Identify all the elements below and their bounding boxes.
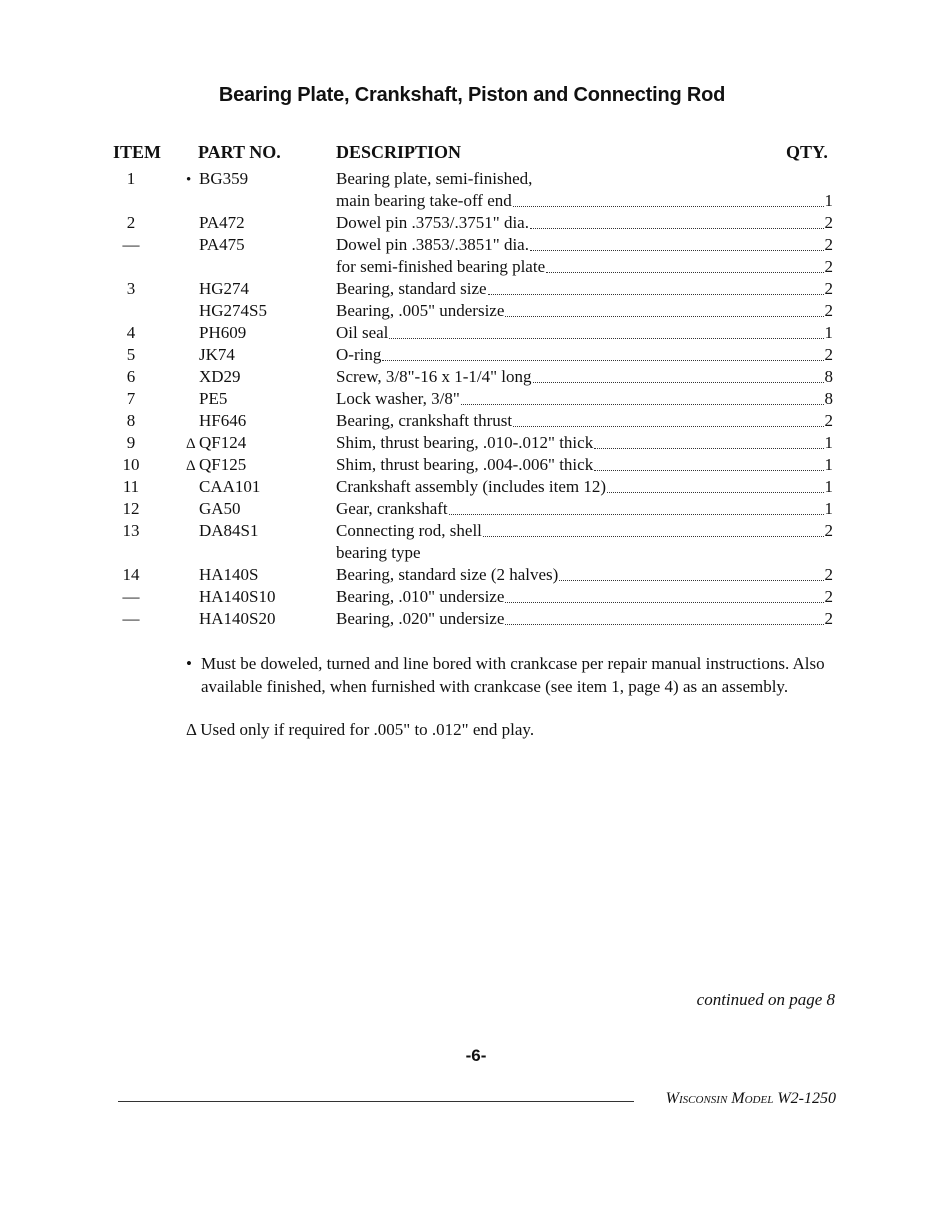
- dot-leader: [513, 426, 823, 427]
- part-number: HG274S5: [199, 301, 268, 320]
- description-text: O-ring: [336, 345, 382, 364]
- description-text: Bearing, standard size (2 halves): [336, 565, 559, 584]
- table-row: [0, 542, 933, 564]
- quantity: 2: [824, 587, 833, 606]
- part-number-cell: [186, 366, 326, 388]
- quantity: 2: [824, 565, 833, 584]
- quantity: 1: [824, 499, 833, 518]
- quantity: 1: [824, 455, 833, 474]
- part-number: CAA101: [199, 477, 261, 496]
- footnotes: [186, 652, 826, 741]
- part-number-cell: [186, 388, 326, 410]
- item-number: 5: [126, 345, 136, 364]
- footer-model-label: Wisconsin Model W2-1250: [665, 1090, 836, 1107]
- description-cell: [336, 300, 833, 322]
- table-row: [0, 278, 933, 300]
- item-number: —: [122, 609, 140, 628]
- description-text: Gear, crankshaft: [336, 499, 448, 518]
- footer-divider: [118, 1101, 634, 1102]
- item-number: 8: [126, 411, 136, 430]
- table-row: [0, 212, 933, 234]
- quantity: 2: [824, 213, 833, 232]
- description-text: Connecting rod, shell: [336, 521, 482, 540]
- item-number: 1: [126, 169, 136, 188]
- quantity: 2: [824, 235, 833, 254]
- part-number: BG359: [199, 169, 249, 188]
- quantity: 8: [824, 389, 833, 408]
- part-number: GA50: [199, 499, 241, 518]
- item-number: 11: [122, 477, 140, 496]
- item-number: —: [122, 235, 140, 254]
- part-number-cell: [186, 344, 326, 366]
- description-text: Lock washer, 3/8": [336, 389, 460, 408]
- column-header-item: ITEM: [113, 142, 162, 162]
- part-number-cell: [186, 520, 326, 542]
- description-text: for semi-finished bearing plate: [336, 257, 546, 276]
- description-text: Oil seal: [336, 323, 389, 342]
- description-cell: [336, 366, 833, 388]
- table-row: [0, 454, 933, 476]
- parts-table: [0, 168, 933, 630]
- part-number-cell: [186, 476, 326, 498]
- description-cell: [336, 168, 833, 190]
- table-row: [0, 300, 933, 322]
- delta-icon: Δ: [186, 436, 196, 452]
- delta-icon: Δ: [186, 458, 196, 474]
- table-row: [0, 344, 933, 366]
- description-text: Bearing, .005" undersize: [336, 301, 505, 320]
- quantity: 8: [824, 367, 833, 386]
- part-number-cell: [186, 542, 326, 564]
- part-number-cell: [186, 234, 326, 256]
- description-text: Bearing plate, semi-finished,: [336, 169, 533, 188]
- part-number-cell: [186, 608, 326, 630]
- quantity: 2: [824, 301, 833, 320]
- dot-leader: [389, 338, 823, 339]
- quantity: 2: [824, 411, 833, 430]
- table-row: [0, 366, 933, 388]
- table-row: [0, 234, 933, 256]
- quantity: 1: [824, 323, 833, 342]
- delta-icon: Δ: [186, 720, 196, 739]
- dot-leader: [546, 272, 823, 273]
- description-cell: [336, 212, 833, 234]
- description-text: Shim, thrust bearing, .004-.006" thick: [336, 455, 594, 474]
- part-number-cell: [186, 586, 326, 608]
- table-row: [0, 432, 933, 454]
- dot-leader: [461, 404, 824, 405]
- note-bullet: [186, 652, 826, 698]
- table-row: [0, 476, 933, 498]
- quantity: 2: [824, 521, 833, 540]
- part-number: PH609: [199, 323, 247, 342]
- part-number-cell: [186, 190, 326, 212]
- column-header-qty: QTY.: [786, 142, 828, 162]
- item-number: 10: [122, 455, 140, 474]
- table-row: [0, 168, 933, 190]
- description-text: Bearing, .020" undersize: [336, 609, 505, 628]
- part-number: HA140S: [199, 565, 259, 584]
- description-cell: [336, 608, 833, 630]
- item-number: 7: [126, 389, 136, 408]
- description-text: Dowel pin .3853/.3851" dia.: [336, 235, 529, 254]
- table-row: [0, 256, 933, 278]
- description-cell: [336, 388, 833, 410]
- part-number-cell: [186, 498, 326, 520]
- part-number: HA140S20: [199, 609, 276, 628]
- description-text: main bearing take-off end: [336, 191, 512, 210]
- description-cell: [336, 234, 833, 256]
- description-cell: [336, 278, 833, 300]
- description-cell: [336, 410, 833, 432]
- continued-note: continued on page 8: [696, 990, 835, 1009]
- part-number-cell: [186, 168, 326, 191]
- description-cell: [336, 432, 833, 454]
- table-row: [0, 520, 933, 542]
- table-row: [0, 322, 933, 344]
- page-number: -6-: [465, 1046, 487, 1065]
- description-cell: [336, 476, 833, 498]
- dot-leader: [488, 294, 824, 295]
- description-cell: [336, 256, 833, 278]
- item-number: 9: [126, 433, 136, 452]
- table-row: [0, 586, 933, 608]
- description-text: Crankshaft assembly (includes item 12): [336, 477, 607, 496]
- description-cell: [336, 564, 833, 586]
- table-row: [0, 410, 933, 432]
- description-cell: [336, 520, 833, 542]
- dot-leader: [594, 470, 823, 471]
- description-cell: [336, 542, 833, 564]
- item-number: —: [122, 587, 140, 606]
- description-cell: [336, 586, 833, 608]
- description-text: Screw, 3/8"-16 x 1-1/4" long: [336, 367, 532, 386]
- part-number-cell: [186, 432, 326, 455]
- part-number-cell: [186, 322, 326, 344]
- item-number: 12: [122, 499, 140, 518]
- dot-leader: [449, 514, 824, 515]
- column-header-part-no: PART NO.: [198, 142, 281, 162]
- item-number: 2: [126, 213, 136, 232]
- part-number: QF124: [199, 433, 247, 452]
- page-title: Bearing Plate, Crankshaft, Piston and Connecting Rod: [218, 84, 726, 106]
- dot-leader: [530, 228, 824, 229]
- quantity: 1: [824, 191, 833, 210]
- dot-leader: [559, 580, 823, 581]
- quantity: 2: [824, 257, 833, 276]
- description-cell: [336, 322, 833, 344]
- dot-leader: [505, 602, 823, 603]
- table-row: [0, 498, 933, 520]
- table-row: [0, 190, 933, 212]
- note-bullet-text: Must be doweled, turned and line bored with crankcase per repair manual instructions. Also available finished, when furnished with crankcase (see item 1, page 4) as an assembly.: [201, 654, 825, 696]
- part-number: PA472: [199, 213, 245, 232]
- dot-leader: [513, 206, 824, 207]
- description-cell: [336, 498, 833, 520]
- part-number-cell: [186, 212, 326, 234]
- part-number: HA140S10: [199, 587, 276, 606]
- part-number-cell: [186, 454, 326, 477]
- part-number: JK74: [199, 345, 235, 364]
- quantity: 2: [824, 345, 833, 364]
- description-text: Shim, thrust bearing, .010-.012" thick: [336, 433, 594, 452]
- part-number-cell: [186, 256, 326, 278]
- dot-leader: [505, 624, 823, 625]
- part-number-cell: [186, 564, 326, 586]
- part-number: PA475: [199, 235, 245, 254]
- description-cell: [336, 190, 833, 212]
- dot-leader: [483, 536, 824, 537]
- part-number: XD29: [199, 367, 241, 386]
- table-row: [0, 608, 933, 630]
- part-number: HG274: [199, 279, 250, 298]
- part-number: PE5: [199, 389, 228, 408]
- part-number: HF646: [199, 411, 247, 430]
- description-text: Bearing, .010" undersize: [336, 587, 505, 606]
- description-cell: [336, 344, 833, 366]
- part-number: QF125: [199, 455, 247, 474]
- dot-leader: [607, 492, 823, 493]
- item-number: 4: [126, 323, 136, 342]
- part-number-cell: [186, 278, 326, 300]
- part-number-cell: [186, 410, 326, 432]
- column-header-description: DESCRIPTION: [336, 142, 462, 162]
- bullet-icon: •: [186, 172, 192, 188]
- quantity: 2: [824, 279, 833, 298]
- dot-leader: [594, 448, 823, 449]
- description-text: bearing type: [336, 543, 421, 562]
- dot-leader: [530, 250, 824, 251]
- item-number: 13: [122, 521, 140, 540]
- item-number: 3: [126, 279, 136, 298]
- part-number: DA84S1: [199, 521, 259, 540]
- table-row: [0, 564, 933, 586]
- dot-leader: [382, 360, 823, 361]
- dot-leader: [533, 382, 824, 383]
- description-text: Bearing, standard size: [336, 279, 487, 298]
- description-cell: [336, 454, 833, 476]
- quantity: 1: [824, 433, 833, 452]
- table-row: [0, 388, 933, 410]
- description-text: Dowel pin .3753/.3751" dia.: [336, 213, 529, 232]
- description-text: Bearing, crankshaft thrust: [336, 411, 513, 430]
- note-delta-text: Used only if required for .005" to .012" end play.: [200, 720, 535, 739]
- note-delta: [186, 718, 826, 741]
- item-number: 14: [122, 565, 140, 584]
- part-number-cell: [186, 300, 326, 322]
- dot-leader: [505, 316, 823, 317]
- item-number: 6: [126, 367, 136, 386]
- quantity: 2: [824, 609, 833, 628]
- quantity: 1: [824, 477, 833, 496]
- bullet-icon: •: [186, 654, 192, 673]
